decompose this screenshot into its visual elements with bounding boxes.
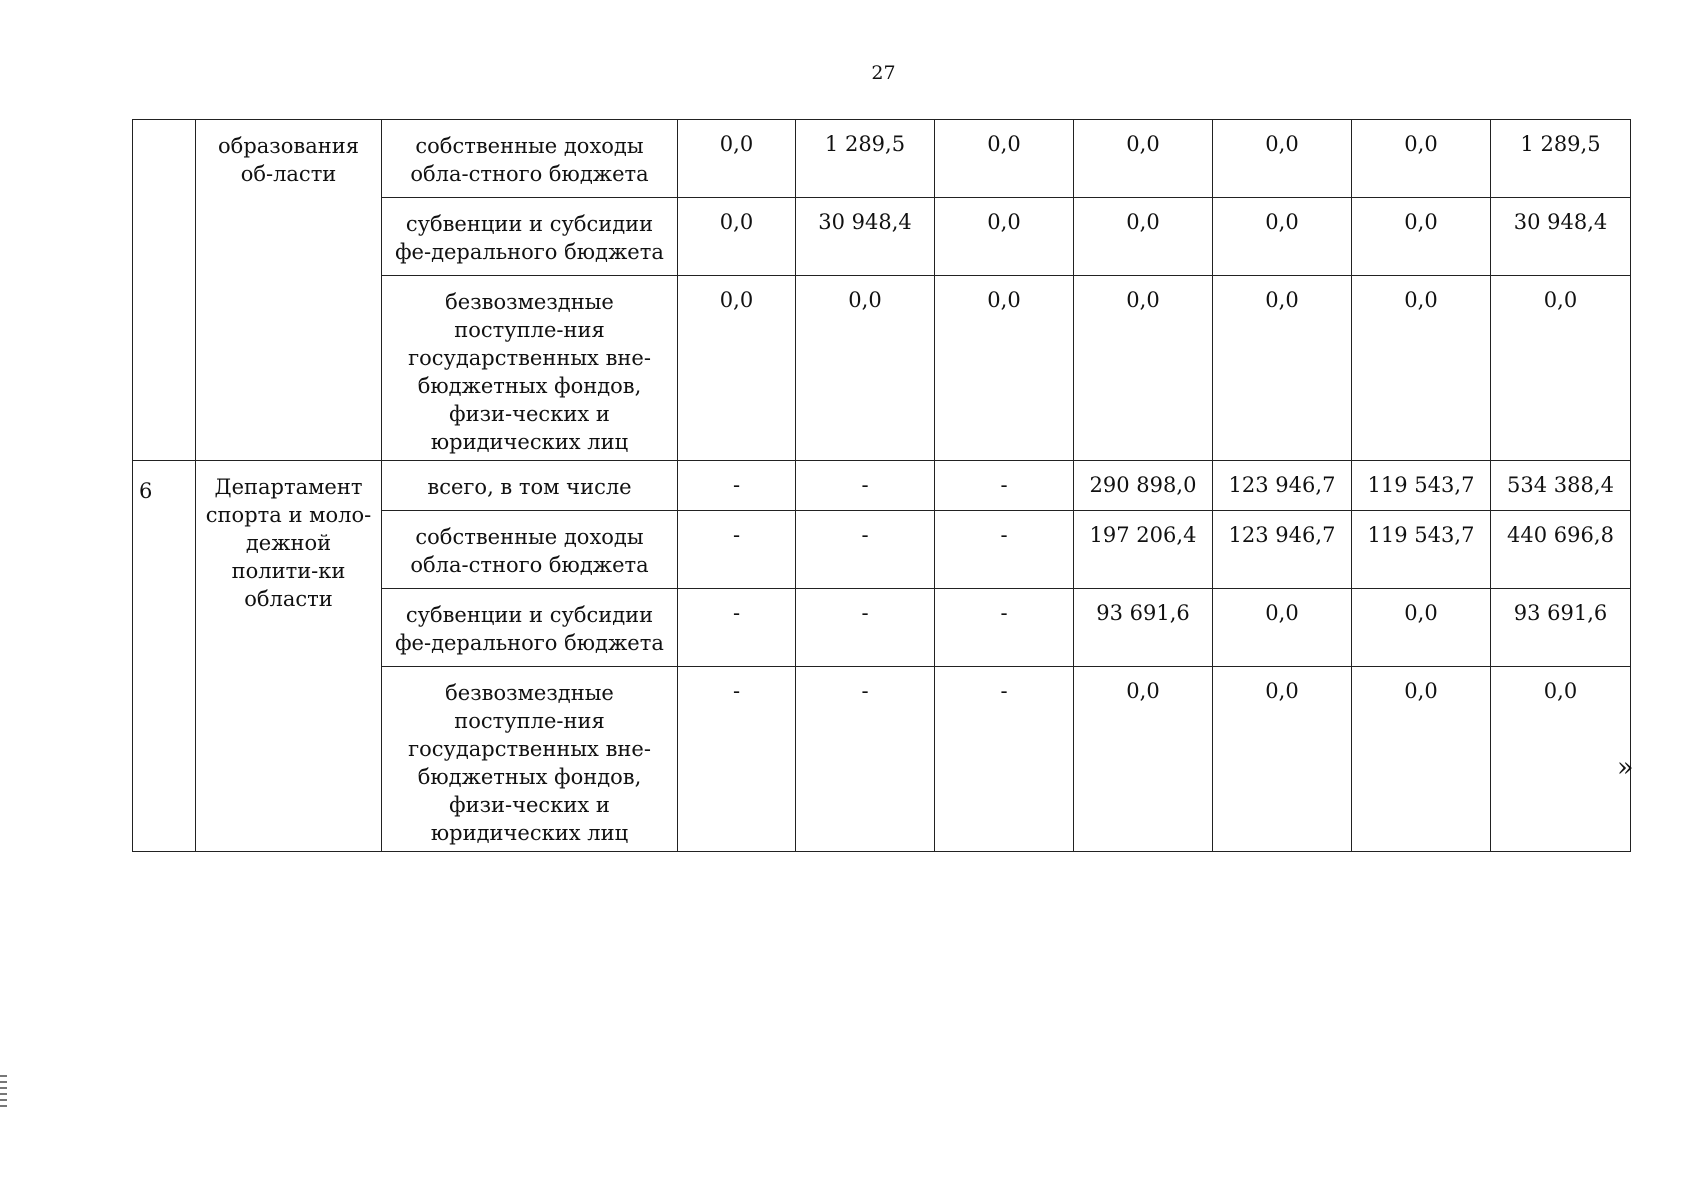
row-number-cell: 6 — [133, 461, 196, 852]
closing-quote-mark: » — [1617, 752, 1634, 783]
value-cell: 30 948,4 — [1491, 198, 1631, 276]
value-cell: - — [678, 589, 796, 667]
value-cell: 290 898,0 — [1074, 461, 1213, 511]
value-cell: 119 543,7 — [1352, 511, 1491, 589]
page-number: 27 — [871, 62, 896, 84]
value-cell: - — [796, 461, 935, 511]
budget-table — [132, 119, 1631, 852]
funding-source-cell: субвенции и субсидии фе-дерального бюджета — [382, 589, 678, 667]
value-cell: - — [678, 511, 796, 589]
funding-source-cell: безвозмездные поступле-ния государственных вне-бюджетных фондов, физи-ческих и юридических лиц — [382, 667, 678, 852]
value-cell: 0,0 — [1074, 667, 1213, 852]
organization-cell: Департамент спорта и моло-дежной полити-ки области — [196, 461, 382, 852]
value-cell: 0,0 — [1352, 276, 1491, 461]
value-cell: - — [678, 461, 796, 511]
value-cell: 0,0 — [1213, 667, 1352, 852]
funding-source-cell: субвенции и субсидии фе-дерального бюджета — [382, 198, 678, 276]
value-cell: 123 946,7 — [1213, 461, 1352, 511]
value-cell: - — [796, 667, 935, 852]
value-cell: 534 388,4 — [1491, 461, 1631, 511]
value-cell: 0,0 — [1074, 276, 1213, 461]
scan-edge-marks — [0, 1075, 7, 1107]
value-cell: 93 691,6 — [1074, 589, 1213, 667]
funding-source-cell: собственные доходы обла-стного бюджета — [382, 511, 678, 589]
value-cell: 0,0 — [678, 276, 796, 461]
value-cell: 0,0 — [796, 276, 935, 461]
organization-cell: образования об-ласти — [196, 120, 382, 461]
funding-source-cell: собственные доходы обла-стного бюджета — [382, 120, 678, 198]
funding-source-cell: всего, в том числе — [382, 461, 678, 511]
value-cell: 0,0 — [1352, 120, 1491, 198]
value-cell: - — [796, 589, 935, 667]
value-cell: 0,0 — [1352, 667, 1491, 852]
value-cell: 1 289,5 — [796, 120, 935, 198]
value-cell: 119 543,7 — [1352, 461, 1491, 511]
value-cell: 0,0 — [1213, 276, 1352, 461]
value-cell: 0,0 — [1074, 198, 1213, 276]
value-cell: 0,0 — [1491, 667, 1631, 852]
value-cell: 0,0 — [678, 120, 796, 198]
value-cell: 0,0 — [935, 198, 1074, 276]
value-cell: 197 206,4 — [1074, 511, 1213, 589]
value-cell: 123 946,7 — [1213, 511, 1352, 589]
value-cell: 0,0 — [1491, 276, 1631, 461]
table-row — [133, 461, 1631, 511]
value-cell: - — [796, 511, 935, 589]
value-cell: 0,0 — [1352, 198, 1491, 276]
value-cell: 0,0 — [935, 120, 1074, 198]
value-cell: 30 948,4 — [796, 198, 935, 276]
value-cell: 440 696,8 — [1491, 511, 1631, 589]
value-cell: 1 289,5 — [1491, 120, 1631, 198]
value-cell: 0,0 — [935, 276, 1074, 461]
value-cell: - — [935, 461, 1074, 511]
value-cell: 93 691,6 — [1491, 589, 1631, 667]
value-cell: 0,0 — [678, 198, 796, 276]
funding-source-cell: безвозмездные поступле-ния государственных вне-бюджетных фондов, физи-ческих и юридических лиц — [382, 276, 678, 461]
row-number-cell — [133, 120, 196, 461]
value-cell: 0,0 — [1213, 198, 1352, 276]
value-cell: - — [678, 667, 796, 852]
table-row — [133, 120, 1631, 198]
value-cell: 0,0 — [1213, 589, 1352, 667]
value-cell: 0,0 — [1074, 120, 1213, 198]
value-cell: - — [935, 511, 1074, 589]
value-cell: 0,0 — [1352, 589, 1491, 667]
value-cell: - — [935, 667, 1074, 852]
value-cell: - — [935, 589, 1074, 667]
value-cell: 0,0 — [1213, 120, 1352, 198]
